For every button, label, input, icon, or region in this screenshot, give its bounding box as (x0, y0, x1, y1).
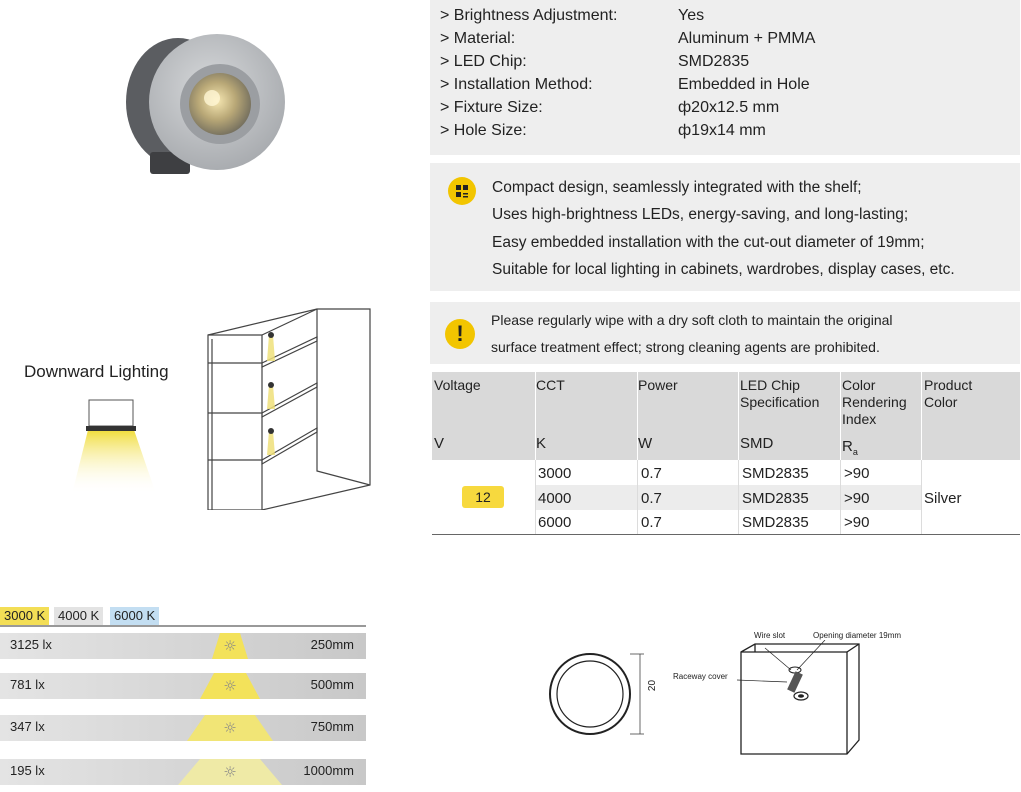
spec-label: > LED Chip: (440, 53, 527, 70)
chip-cell: SMD2835 (742, 465, 809, 482)
wire-slot-label: Wire slot (754, 631, 786, 640)
product-color-cell: Silver (924, 490, 962, 507)
svg-text:☼: ☼ (223, 637, 237, 655)
feature-line: Suitable for local lighting in cabinets, wardrobes, display cases, etc. (492, 261, 955, 278)
spec-row (440, 97, 1000, 119)
header-power: Power (638, 377, 678, 393)
downward-light-illustration (70, 398, 170, 498)
care-notice (430, 302, 1020, 364)
distance-value: 1000mm (303, 763, 354, 778)
svg-text:☼: ☼ (223, 763, 237, 781)
chip-cell: SMD2835 (742, 490, 809, 507)
lux-value: 347 lx (10, 719, 45, 734)
unit-smd: SMD (740, 435, 774, 452)
lux-row-250 (0, 633, 366, 659)
spec-table (432, 372, 1020, 536)
lux-value: 781 lx (10, 677, 45, 692)
cabinet-illustration (205, 305, 375, 510)
unit-v: V (434, 435, 445, 452)
header-led-chip: LED Chip Specification (740, 377, 820, 410)
lux-row-1000 (0, 759, 366, 785)
warning-icon: ! (445, 319, 475, 349)
spec-row (440, 120, 1000, 142)
header-cct: CCT (536, 377, 565, 393)
installation-drawing (735, 640, 865, 760)
spec-value: SMD2835 (678, 53, 750, 70)
spec-value: ф20x12.5 mm (678, 99, 780, 116)
feature-line: Uses high-brightness LEDs, energy-saving, and long-lasting; (492, 206, 909, 223)
distance-value: 250mm (310, 637, 354, 652)
cct-cell: 6000 (538, 514, 572, 531)
column-divider (840, 372, 841, 460)
product-photo (120, 20, 290, 180)
features-panel (430, 163, 1020, 291)
legend-rule (0, 625, 366, 627)
cct-cell: 4000 (538, 490, 572, 507)
spec-value: Aluminum + PMMA (678, 30, 816, 47)
svg-text:☼: ☼ (223, 677, 237, 695)
features-icon (448, 177, 476, 205)
spec-row (440, 74, 1000, 96)
cct-3000-swatch: 3000 K (0, 607, 49, 625)
spec-row (440, 51, 1000, 73)
column-divider (738, 460, 739, 535)
distance-value: 500mm (310, 677, 354, 692)
cct-4000-swatch: 4000 K (54, 607, 103, 625)
column-divider (921, 460, 922, 535)
spec-panel (430, 0, 1020, 155)
power-cell: 0.7 (641, 465, 662, 482)
chip-cell: SMD2835 (742, 514, 809, 531)
header-voltage: Voltage (434, 377, 481, 393)
spec-label: > Fixture Size: (440, 99, 543, 116)
voltage-badge: 12 (462, 486, 504, 508)
downward-lighting-title: Downward Lighting (24, 362, 169, 381)
feature-line: Compact design, seamlessly integrated with the shelf; (492, 179, 862, 196)
distance-value: 750mm (310, 719, 354, 734)
spec-value: ф19x14 mm (678, 122, 766, 139)
dimension-label: 20 (647, 679, 659, 692)
spec-row (440, 28, 1000, 50)
cct-cell: 3000 (538, 465, 572, 482)
column-divider (535, 460, 536, 535)
light-cone (190, 633, 270, 659)
cri-cell: >90 (844, 514, 870, 531)
unit-k: K (536, 435, 547, 452)
feature-line: Easy embedded installation with the cut-out diameter of 19mm; (492, 234, 925, 251)
unit-w: W (638, 435, 653, 452)
raceway-cover-label: Raceway cover (673, 672, 728, 681)
header-cri: Color Rendering Index (842, 377, 907, 427)
column-divider (637, 460, 638, 535)
cri-cell: >90 (844, 465, 870, 482)
lux-row-500 (0, 673, 366, 699)
opening-diameter-label: Opening diameter 19mm (813, 631, 902, 640)
fixture-dimension-drawing (548, 650, 668, 740)
spec-label: > Installation Method: (440, 76, 593, 93)
cri-cell: >90 (844, 490, 870, 507)
care-line: surface treatment effect; strong cleaning agents are prohibited. (491, 339, 880, 355)
light-cone (140, 759, 320, 785)
lux-row-750 (0, 715, 366, 741)
spec-value: Embedded in Hole (678, 76, 810, 93)
svg-text:☼: ☼ (223, 719, 237, 737)
column-divider (738, 372, 739, 460)
light-cone (155, 715, 305, 741)
spec-value: Yes (678, 7, 705, 24)
column-divider (921, 372, 922, 460)
lux-value: 195 lx (10, 763, 45, 778)
light-cone (170, 673, 290, 699)
spec-row (440, 5, 1000, 27)
column-divider (840, 460, 841, 535)
power-cell: 0.7 (641, 514, 662, 531)
power-cell: 0.7 (641, 490, 662, 507)
unit-ra: $R_a$ (842, 438, 858, 457)
care-line: Please regularly wipe with a dry soft cloth to maintain the original (491, 312, 893, 328)
spec-label: > Hole Size: (440, 122, 527, 139)
spec-label: > Material: (440, 30, 516, 47)
table-bottom-rule (432, 534, 1020, 535)
spec-label: > Brightness Adjustment: (440, 7, 618, 24)
lux-value: 3125 lx (10, 637, 52, 652)
header-product-color: Product Color (924, 377, 973, 410)
cct-6000-swatch: 6000 K (110, 607, 159, 625)
